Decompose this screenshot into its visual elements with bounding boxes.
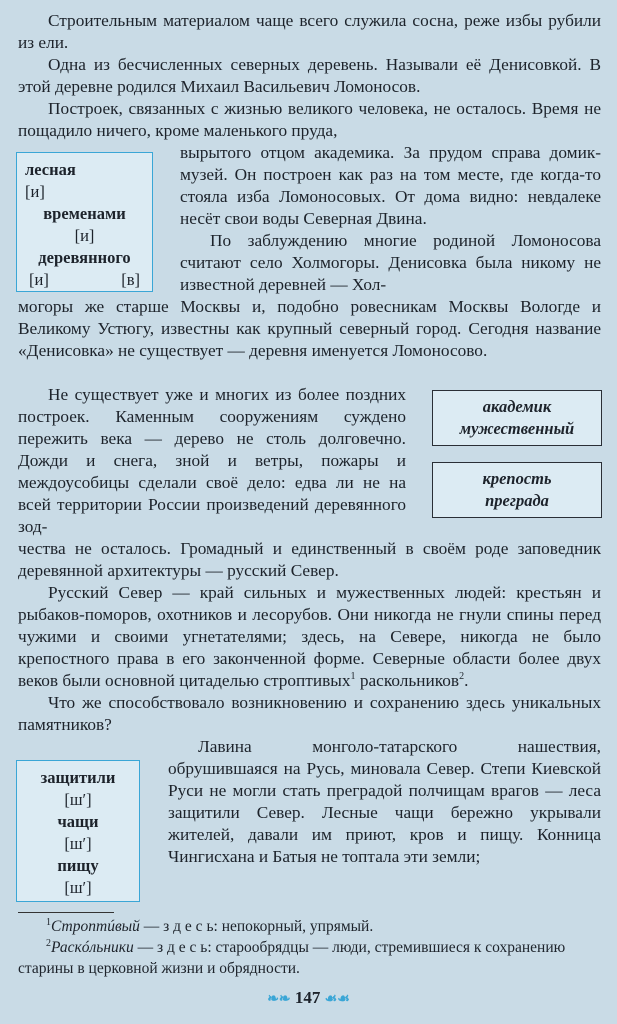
vocabulary-box-2 [432, 462, 602, 518]
footnote-1-term: Строптúвый [51, 918, 140, 935]
footnote-divider [18, 912, 114, 913]
transcription-v: [в] [121, 270, 140, 289]
word-akademik: академик [482, 397, 552, 416]
paragraph-3-top: Построек, связанных с жизнью великого человека, не осталось. Время не пощадило ничего, кроме маленького пруда, [18, 99, 601, 140]
footnote-1 [18, 916, 608, 937]
word-krepost: крепость [482, 469, 552, 488]
footnote-2 [18, 937, 608, 979]
paragraph-2: Одна из бесчисленных северных деревень. Называли её Денисовкой. В этой деревне родился Михаил Васильевич Ломоносов. [18, 55, 601, 96]
page-number: 147 [294, 988, 321, 1007]
word-vremenami: временами [43, 204, 126, 223]
page-number-footer [0, 988, 617, 1008]
paragraph-1: Строительным материалом чаще всего служила сосна, реже избы рубили из ели. [18, 11, 601, 52]
word-pregrada: преграда [485, 491, 549, 510]
word-zashchitili: защитили [40, 768, 116, 787]
spelling-box-2 [16, 760, 140, 902]
transcription-vremenami: [и] [74, 226, 95, 245]
transcription-chashchi: [ш′] [64, 834, 92, 853]
word-pishchu: пищу [57, 856, 99, 875]
word-muzhestvenny: мужественный [459, 419, 575, 438]
paragraph-6-text-2: раскольников [355, 671, 460, 690]
right-ornament-icon: ☙☙ [324, 992, 350, 1007]
paragraph-5-full: чества не осталось. Громадный и единственный в своём роде заповедник деревянной архитектуры — русский Север. [18, 539, 601, 580]
footnote-1-number: 1 [46, 916, 51, 928]
left-ornament-icon: ❧❧ [267, 992, 291, 1007]
word-lesnaya: лесная [25, 160, 76, 179]
paragraph-6-text: Русский Север — край сильных и мужественных людей: крестьян и рыбаков-поморов, охотников и лесорубов. Они никогда не гнули спины перед чужими и своими угнетателями; здесь, на Севере, никогда не было крепостного права в его законченной форме. Северные области более двух веков были основной цитаделью строптивых [18, 583, 601, 690]
paragraph-7: Что же способствовало возникновению и сохранению здесь уникальных памятников? [18, 693, 601, 734]
footnote-2-term: Раскóльники [51, 939, 134, 956]
transcription-pishchu: [ш′] [64, 878, 92, 897]
word-chashchi: чащи [57, 812, 99, 831]
paragraph-8-side: Лавина монголо-татарского нашествия, обрушившаяся на Русь, миновала Север. Степи Киевской Руси не могли стать преградой полчищам врагов — леса защитили Север. Лесные чащи бережно укрывали жителей, давали им приют, кров и пищу. Конница Чингисхана и Батыя не топтала эти земли; [168, 737, 601, 866]
paragraph-4-full: могоры же старше Москвы и, подобно ровесникам Москвы Вологде и Великому Устюгу, известны как крупный северный город. Сегодня название «Денисовка» не существует — деревня именуется Ломоносово. [18, 297, 601, 360]
footnote-ref-2: 2 [459, 671, 465, 683]
paragraph-5-side: Не существует уже и многих из более поздних построек. Каменным сооружениям суждено пережить века — дерево не столь долговечно. Дожди и снега, зной и ветры, пожары и междоусобицы сделали своё дело: едва ли не на всей территории России произведений деревянного зод- [18, 385, 406, 536]
spelling-box-1 [16, 152, 153, 292]
word-derevyannogo: деревянного [38, 248, 131, 267]
transcription-i: [и] [29, 270, 49, 289]
footnote-2-number: 2 [46, 937, 51, 949]
paragraph-6 [18, 582, 601, 692]
footnote-ref-1: 1 [350, 671, 356, 683]
footnote-1-text: — з д е с ь: непокорный, упрямый. [139, 918, 374, 935]
footnote-2-text: — з д е с ь: старообрядцы — люди, стремившиеся к сохранению старины в церковной жизни и обрядности. [18, 939, 566, 977]
transcription-derevyannogo [17, 269, 152, 291]
transcription-lesnaya: [и] [25, 182, 45, 201]
paragraph-4-side: По заблуждению многие родиной Ломоносова считают село Холмогоры. Денисовка была никому не известной деревней — Хол- [180, 231, 601, 294]
paragraph-3-side: вырытого отцом академика. За прудом справа домик-музей. Он построен как раз на том месте, где когда-то стояла изба Ломоносовых. От дома видно: невдалеке несёт свои воды Северная Двина. [180, 143, 601, 228]
paragraph-6-end: . [464, 671, 469, 690]
vocabulary-box-1 [432, 390, 602, 446]
transcription-zashchitili: [ш′] [64, 790, 92, 809]
